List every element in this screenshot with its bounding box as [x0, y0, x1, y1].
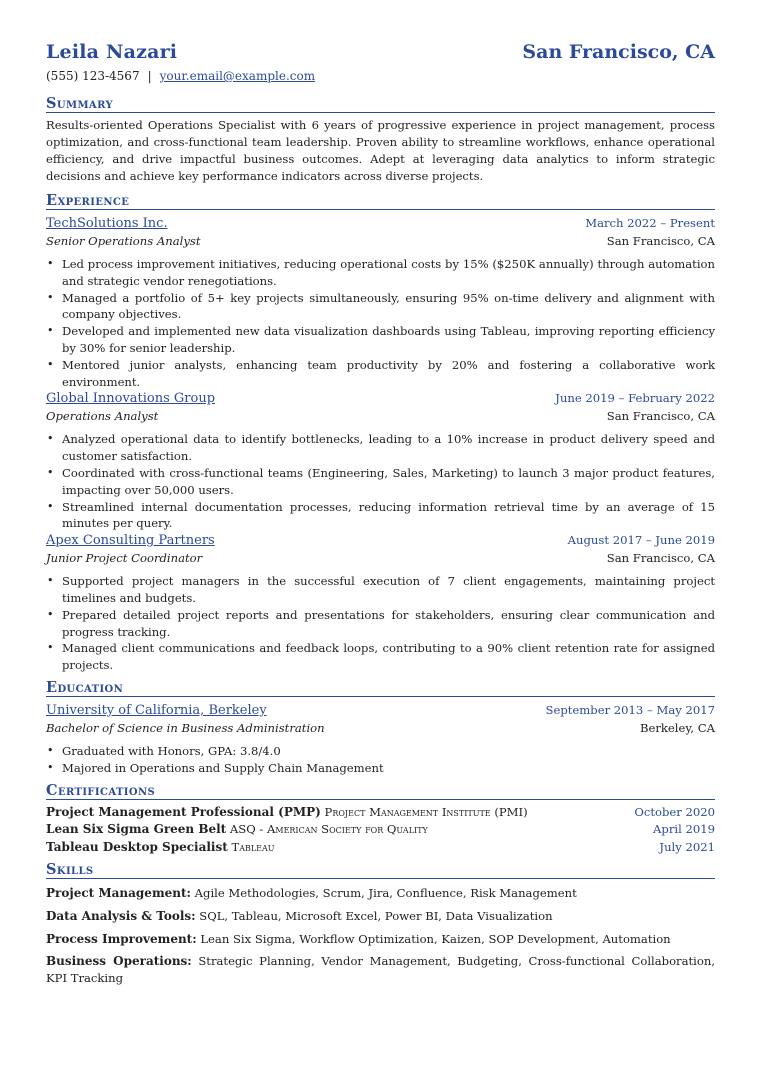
job-title: Operations Analyst	[46, 409, 159, 424]
certifications-list	[46, 804, 715, 857]
section-title-education: Education	[46, 679, 715, 697]
bullet-item: • Supported project managers in the successful execution of 7 client engagements, maintaining project timelines and budgets.	[62, 573, 715, 607]
contact-separator: |	[147, 69, 152, 83]
certification-name: Tableau Desktop Specialist	[46, 839, 228, 854]
job-location: San Francisco, CA	[606, 551, 715, 566]
contact-line	[46, 69, 715, 83]
job-title: Junior Project Coordinator	[46, 551, 203, 566]
skill-line	[46, 931, 715, 948]
bullet-item: • Managed a portfolio of 5+ key projects simultaneously, ensuring 95% on-time delivery and alignment with company objectives.	[62, 290, 715, 324]
degree: Bachelor of Science in Business Administration	[46, 720, 325, 735]
job-entry	[46, 390, 715, 532]
section-title-certifications: Certifications	[46, 782, 715, 800]
skill-line	[46, 953, 715, 987]
resume-page	[46, 41, 715, 987]
certification-item	[46, 839, 715, 857]
certification-issuer: Tableau	[231, 839, 275, 854]
bullet-item: • Coordinated with cross-functional teams (Engineering, Sales, Marketing) to launch 3 major product features, impacting over 50,000 users.	[62, 465, 715, 499]
job-dates: June 2019 – February 2022	[555, 391, 715, 406]
job-dates: March 2022 – Present	[585, 216, 715, 230]
job-entry	[46, 215, 715, 390]
skill-line	[46, 908, 715, 925]
education-dates: September 2013 – May 2017	[545, 702, 715, 717]
skill-list: Strategic Planning, Vendor Management, Budgeting, Cross-functional Collaboration, KPI Tracking	[46, 954, 716, 986]
education-bullets	[46, 743, 715, 777]
school-name[interactable]: University of California, Berkeley	[46, 702, 267, 718]
education-entry	[46, 702, 715, 777]
certification-name: Lean Six Sigma Green Belt	[46, 822, 227, 837]
bullet-item: • Led process improvement initiatives, reducing operational costs by 15% ($250K annually) through automation and strategic vendor renegotiations.	[62, 256, 715, 290]
bullet-item: • Streamlined internal documentation processes, reducing information retrieval time by an average of 15 minutes per query.	[62, 499, 715, 533]
skills-section	[46, 861, 715, 987]
certification-date: April 2019	[653, 822, 715, 837]
job-title: Senior Operations Analyst	[46, 234, 201, 248]
bullet-item: • Majored in Operations and Supply Chain Management	[62, 760, 715, 777]
certification-issuer: Project Management Institute (PMI)	[324, 804, 528, 819]
candidate-location: San Francisco, CA	[522, 41, 715, 63]
email-link[interactable]: your.email@example.com	[159, 69, 316, 83]
certification-item	[46, 821, 715, 839]
skill-category: Process Improvement:	[46, 931, 197, 946]
education-section	[46, 679, 715, 777]
candidate-name: Leila Nazari	[46, 41, 178, 63]
resume-header	[46, 41, 715, 63]
bullet-item: • Mentored junior analysts, enhancing team productivity by 20% and fostering a collaborative work environment.	[62, 357, 715, 391]
certifications-section	[46, 782, 715, 857]
skill-list: Agile Methodologies, Scrum, Jira, Confluence, Risk Management	[194, 886, 577, 901]
bullet-item: • Developed and implemented new data visualization dashboards using Tableau, improving reporting efficiency by 30% for senior leadership.	[62, 323, 715, 357]
company-name[interactable]: TechSolutions Inc.	[46, 216, 168, 231]
skill-list: SQL, Tableau, Microsoft Excel, Power BI, Data Visualization	[199, 908, 553, 923]
job-bullets	[46, 573, 715, 674]
job-dates: August 2017 – June 2019	[567, 533, 715, 548]
certification-issuer: ASQ - American Society for Quality	[229, 822, 428, 837]
job-bullets	[46, 256, 715, 390]
bullet-item: • Analyzed operational data to identify bottlenecks, leading to a 10% increase in product delivery speed and customer satisfaction.	[62, 431, 715, 465]
experience-section	[46, 192, 715, 674]
certification-date: July 2021	[659, 839, 715, 854]
section-title-skills: Skills	[46, 861, 715, 879]
skill-category: Project Management:	[46, 886, 191, 901]
skill-list: Lean Six Sigma, Workflow Optimization, Kaizen, SOP Development, Automation	[200, 931, 671, 946]
section-title-summary: Summary	[46, 95, 715, 113]
certification-date: October 2020	[634, 804, 715, 819]
summary-section	[46, 95, 715, 185]
phone-number: (555) 123-4567	[46, 69, 140, 83]
company-name[interactable]: Apex Consulting Partners	[46, 533, 215, 549]
job-location: San Francisco, CA	[606, 409, 715, 424]
job-location: San Francisco, CA	[606, 234, 715, 248]
company-name[interactable]: Global Innovations Group	[46, 391, 216, 407]
job-bullets	[46, 431, 715, 532]
skill-category: Business Operations:	[46, 954, 192, 969]
summary-text: Results-oriented Operations Specialist with 6 years of progressive experience in project management, process optimization, and cross-functional team leadership. Proven ability to streamline workflows, enhance operational efficiency, and drive impactful business outcomes. Adept at leveraging data analytics to inform strategic decisions and achieve key performance indicators across diverse projects.	[46, 118, 715, 183]
section-title-experience: Experience	[46, 192, 715, 210]
certification-item	[46, 804, 715, 822]
job-entry	[46, 532, 715, 674]
skill-category: Data Analysis & Tools:	[46, 908, 196, 923]
bullet-item: • Prepared detailed project reports and presentations for stakeholders, ensuring clear communication and progress tracking.	[62, 607, 715, 641]
skill-line	[46, 885, 715, 902]
certification-name: Project Management Professional (PMP)	[46, 804, 321, 819]
bullet-item: • Managed client communications and feedback loops, contributing to a 90% client retention rate for assigned projects.	[62, 640, 715, 674]
education-location: Berkeley, CA	[639, 720, 715, 735]
bullet-item: • Graduated with Honors, GPA: 3.8/4.0	[62, 743, 715, 760]
